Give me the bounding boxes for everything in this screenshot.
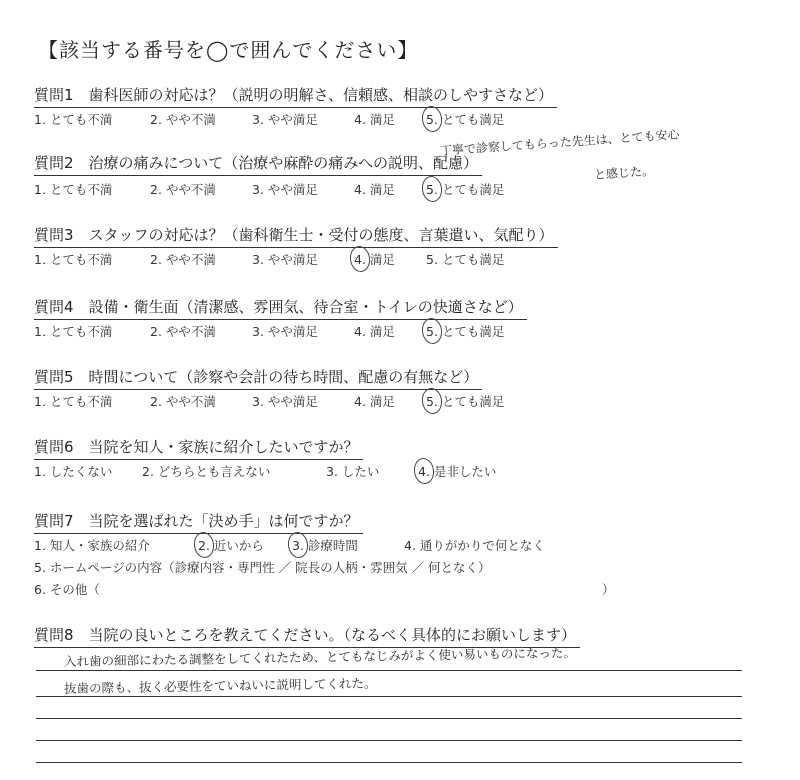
q3-option-1[interactable]: 1. とても不満 — [34, 252, 113, 267]
q1-option-3[interactable]: 3. やや満足 — [252, 112, 318, 127]
q2-option-5[interactable] — [426, 180, 504, 198]
q6-option-3[interactable]: 3. したい — [326, 464, 380, 479]
q7-other-close: ） — [602, 582, 615, 597]
q7-other-label: 6. その他（ — [34, 582, 100, 597]
q7-option-5[interactable]: 5. ホームページの内容（診療内容・専門性 ／ 院長の人柄・雰囲気 ／ 何となく） — [34, 560, 491, 575]
q7-option-3[interactable] — [292, 536, 358, 554]
q5-option-1[interactable]: 1. とても不満 — [34, 394, 113, 409]
q5-option-4[interactable]: 4. 満足 — [354, 394, 395, 409]
q4-option-5[interactable] — [426, 322, 504, 340]
q3-option-4[interactable] — [354, 250, 395, 268]
q3-option-5[interactable]: 5. とても満足 — [426, 252, 505, 267]
q6-option-4[interactable] — [418, 462, 496, 480]
q6-option-1[interactable]: 1. したくない — [34, 464, 113, 479]
question-5-title: 質問5 時間について（診察や会計の待ち時間、配慮の有無など） — [34, 366, 482, 390]
form-header: 【該当する番号を◯で囲んでください】 — [38, 38, 419, 62]
q2-option-2[interactable]: 2. やや不満 — [150, 182, 216, 197]
q6-option-2[interactable]: 2. どちらとも言えない — [142, 464, 271, 479]
question-4-title: 質問4 設備・衛生面（清潔感、雰囲気、待合室・トイレの快適さなど） — [34, 296, 527, 320]
circle-mark: 4. 満足 — [354, 252, 395, 267]
handwritten-comment-line-1: 丁寧で診察してもらった先生は、とても安心 — [439, 127, 680, 158]
q5-option-2[interactable]: 2. やや不満 — [150, 394, 216, 409]
q7-option-2[interactable] — [198, 536, 264, 554]
q1-option-2[interactable]: 2. やや不満 — [150, 112, 216, 127]
q4-option-4[interactable]: 4. 満足 — [354, 324, 395, 339]
q2-option-3[interactable]: 3. やや満足 — [252, 182, 318, 197]
q4-option-2[interactable]: 2. やや不満 — [150, 324, 216, 339]
q2-option-4[interactable]: 4. 満足 — [354, 182, 395, 197]
question-7-title: 質問7 当院を選ばれた「決め手」は何ですか？ — [34, 510, 363, 534]
circle-mark: 5. とても満足 — [426, 182, 505, 197]
q3-option-3[interactable]: 3. やや満足 — [252, 252, 318, 267]
handwritten-answer-line-1: 入れ歯の細部にわたる調整をしてくれたため、とてもなじみがよく使い易いものになった。 — [63, 645, 577, 669]
circle-mark: 5. とても満足 — [426, 112, 505, 127]
q7-option-1[interactable]: 1. 知人・家族の紹介 — [34, 538, 150, 553]
circle-mark: 5. とても満足 — [426, 324, 505, 339]
handwritten-answer-line-2: 抜歯の際も、抜く必要性をていねいに説明してくれた。 — [63, 675, 377, 696]
circle-mark: 5. とても満足 — [426, 394, 505, 409]
q5-option-3[interactable]: 3. やや満足 — [252, 394, 318, 409]
question-8-title: 質問8 当院の良いところを教えてください。（なるべく具体的にお願いします） — [34, 624, 580, 648]
answer-line-1[interactable] — [36, 670, 742, 671]
q3-option-2[interactable]: 2. やや不満 — [150, 252, 216, 267]
q1-option-5[interactable] — [426, 110, 504, 128]
answer-line-2[interactable] — [36, 696, 742, 697]
question-1-title: 質問1 歯科医師の対応は？（説明の明解さ、信頼感、相談のしやすさなど） — [34, 84, 557, 108]
circle-mark: 2. 近いから — [198, 538, 264, 553]
question-6-title: 質問6 当院を知人・家族に紹介したいですか？ — [34, 436, 363, 460]
q2-option-1[interactable]: 1. とても不満 — [34, 182, 113, 197]
answer-line-3[interactable] — [36, 718, 742, 719]
circle-mark: 4. 是非したい — [418, 464, 497, 479]
q4-option-3[interactable]: 3. やや満足 — [252, 324, 318, 339]
answer-line-4[interactable] — [36, 740, 742, 741]
answer-line-5[interactable] — [36, 762, 742, 763]
q1-option-4[interactable]: 4. 満足 — [354, 112, 395, 127]
q4-option-1[interactable]: 1. とても不満 — [34, 324, 113, 339]
q5-option-5[interactable] — [426, 392, 504, 410]
circle-mark: 3. 診療時間 — [292, 538, 358, 553]
q1-option-1[interactable]: 1. とても不満 — [34, 112, 113, 127]
question-2-title: 質問2 治療の痛みについて（治療や麻酔の痛みへの説明、配慮） — [34, 152, 482, 176]
question-3-title: 質問3 スタッフの対応は？（歯科衛生士・受付の態度、言葉遣い、気配り） — [34, 224, 558, 248]
q7-option-4[interactable]: 4. 通りがかりで何となく — [404, 538, 545, 553]
handwritten-comment-line-2: と感じた。 — [593, 163, 655, 182]
